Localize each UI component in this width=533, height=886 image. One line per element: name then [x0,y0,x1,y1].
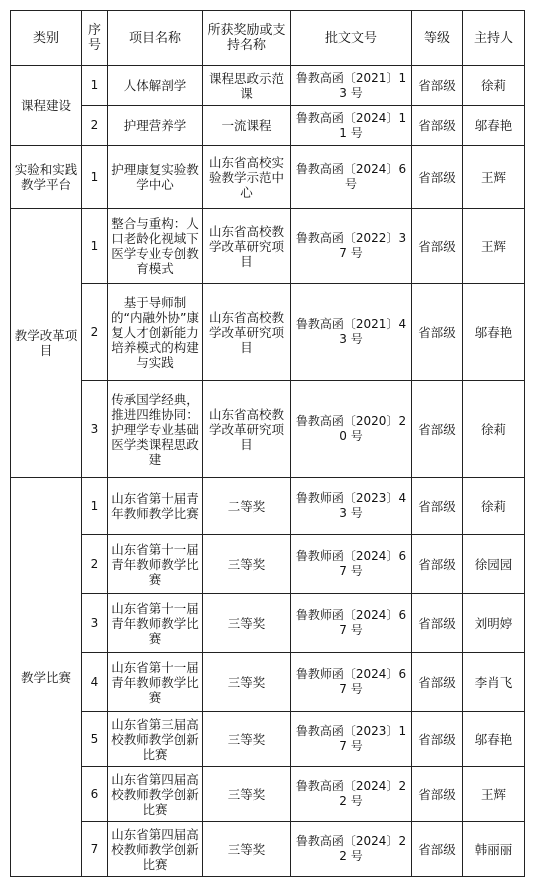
doc-number: 鲁教师函〔2023〕43 号 [291,478,412,535]
level: 省部级 [412,712,463,767]
row-no: 6 [82,767,108,822]
doc-number: 鲁教高函〔2024〕6 号 [291,146,412,209]
category-cell: 课程建设 [11,66,82,146]
level: 省部级 [412,381,463,478]
row-no: 3 [82,381,108,478]
col-header-host: 主持人 [463,11,525,66]
host: 王辉 [463,767,525,822]
project-name: 整合与重构：人口老龄化视域下医学专业专创教育模式 [108,209,203,284]
doc-number: 鲁教高函〔2021〕43 号 [291,284,412,381]
doc-number: 鲁教高函〔2021〕13 号 [291,66,412,106]
level: 省部级 [412,767,463,822]
row-no: 2 [82,535,108,594]
award-name: 三等奖 [203,535,291,594]
table-row [11,106,525,146]
table-row [11,594,525,653]
host: 邬春艳 [463,284,525,381]
row-no: 2 [82,284,108,381]
category-cell: 教学比赛 [11,478,82,877]
doc-number: 鲁教高函〔2022〕37 号 [291,209,412,284]
table-row [11,284,525,381]
award-name: 山东省高校教学改革研究项目 [203,381,291,478]
host: 王辉 [463,209,525,284]
row-no: 1 [82,146,108,209]
award-name: 山东省高校教学改革研究项目 [203,209,291,284]
table-row [11,66,525,106]
level: 省部级 [412,66,463,106]
row-no: 1 [82,478,108,535]
table-row [11,146,525,209]
doc-number: 鲁教高函〔2020〕20 号 [291,381,412,478]
project-name: 山东省第十一届青年教师教学比赛 [108,653,203,712]
doc-number: 鲁教师函〔2024〕67 号 [291,653,412,712]
doc-number: 鲁教师函〔2024〕67 号 [291,535,412,594]
table-row [11,712,525,767]
level: 省部级 [412,209,463,284]
award-name: 山东省高校实验教学示范中心 [203,146,291,209]
project-name: 传承国学经典，推进四维协同：护理学专业基础医学类课程思政建 [108,381,203,478]
host: 韩丽丽 [463,822,525,877]
row-no: 1 [82,66,108,106]
award-name: 三等奖 [203,767,291,822]
table-row [11,653,525,712]
doc-number: 鲁教高函〔2024〕22 号 [291,767,412,822]
row-no: 5 [82,712,108,767]
host: 刘明婷 [463,594,525,653]
project-name: 人体解剖学 [108,66,203,106]
table-row [11,822,525,877]
award-name: 三等奖 [203,822,291,877]
level: 省部级 [412,594,463,653]
project-name: 山东省第十一届青年教师教学比赛 [108,594,203,653]
category-cell: 教学改革项目 [11,209,82,478]
project-name: 山东省第四届高校教师教学创新比赛 [108,767,203,822]
table-row [11,535,525,594]
header-row [11,11,525,66]
host: 徐莉 [463,381,525,478]
host: 王辉 [463,146,525,209]
col-header-doc: 批文文号 [291,11,412,66]
host: 李肖飞 [463,653,525,712]
project-name: 护理营养学 [108,106,203,146]
awards-table [10,10,525,877]
project-name: 护理康复实验教学中心 [108,146,203,209]
award-name: 山东省高校教学改革研究项目 [203,284,291,381]
level: 省部级 [412,478,463,535]
row-no: 2 [82,106,108,146]
level: 省部级 [412,653,463,712]
table-row [11,381,525,478]
col-header-name: 项目名称 [108,11,203,66]
host: 邬春艳 [463,106,525,146]
project-name: 山东省第十届青年教师教学比赛 [108,478,203,535]
project-name: 山东省第十一届青年教师教学比赛 [108,535,203,594]
award-name: 课程思政示范课 [203,66,291,106]
col-header-level: 等级 [412,11,463,66]
project-name: 山东省第四届高校教师教学创新比赛 [108,822,203,877]
award-name: 二等奖 [203,478,291,535]
doc-number: 鲁教高函〔2024〕22 号 [291,822,412,877]
level: 省部级 [412,146,463,209]
host: 邬春艳 [463,712,525,767]
doc-number: 鲁教高函〔2024〕11 号 [291,106,412,146]
row-no: 3 [82,594,108,653]
award-name: 三等奖 [203,594,291,653]
host: 徐莉 [463,66,525,106]
doc-number: 鲁教师函〔2024〕67 号 [291,594,412,653]
award-name: 三等奖 [203,712,291,767]
category-cell: 实验和实践教学平台 [11,146,82,209]
level: 省部级 [412,106,463,146]
project-name: 山东省第三届高校教师教学创新比赛 [108,712,203,767]
host: 徐莉 [463,478,525,535]
col-header-category: 类别 [11,11,82,66]
doc-number: 鲁教高函〔2023〕17 号 [291,712,412,767]
level: 省部级 [412,284,463,381]
project-name: 基于导师制的“内融外协”康复人才创新能力培养模式的构建与实践 [108,284,203,381]
award-name: 一流课程 [203,106,291,146]
level: 省部级 [412,822,463,877]
col-header-award: 所获奖励或支持名称 [203,11,291,66]
row-no: 4 [82,653,108,712]
level: 省部级 [412,535,463,594]
table-row [11,209,525,284]
award-name: 三等奖 [203,653,291,712]
host: 徐园园 [463,535,525,594]
col-header-no: 序号 [82,11,108,66]
table-row [11,478,525,535]
table-row [11,767,525,822]
row-no: 7 [82,822,108,877]
row-no: 1 [82,209,108,284]
